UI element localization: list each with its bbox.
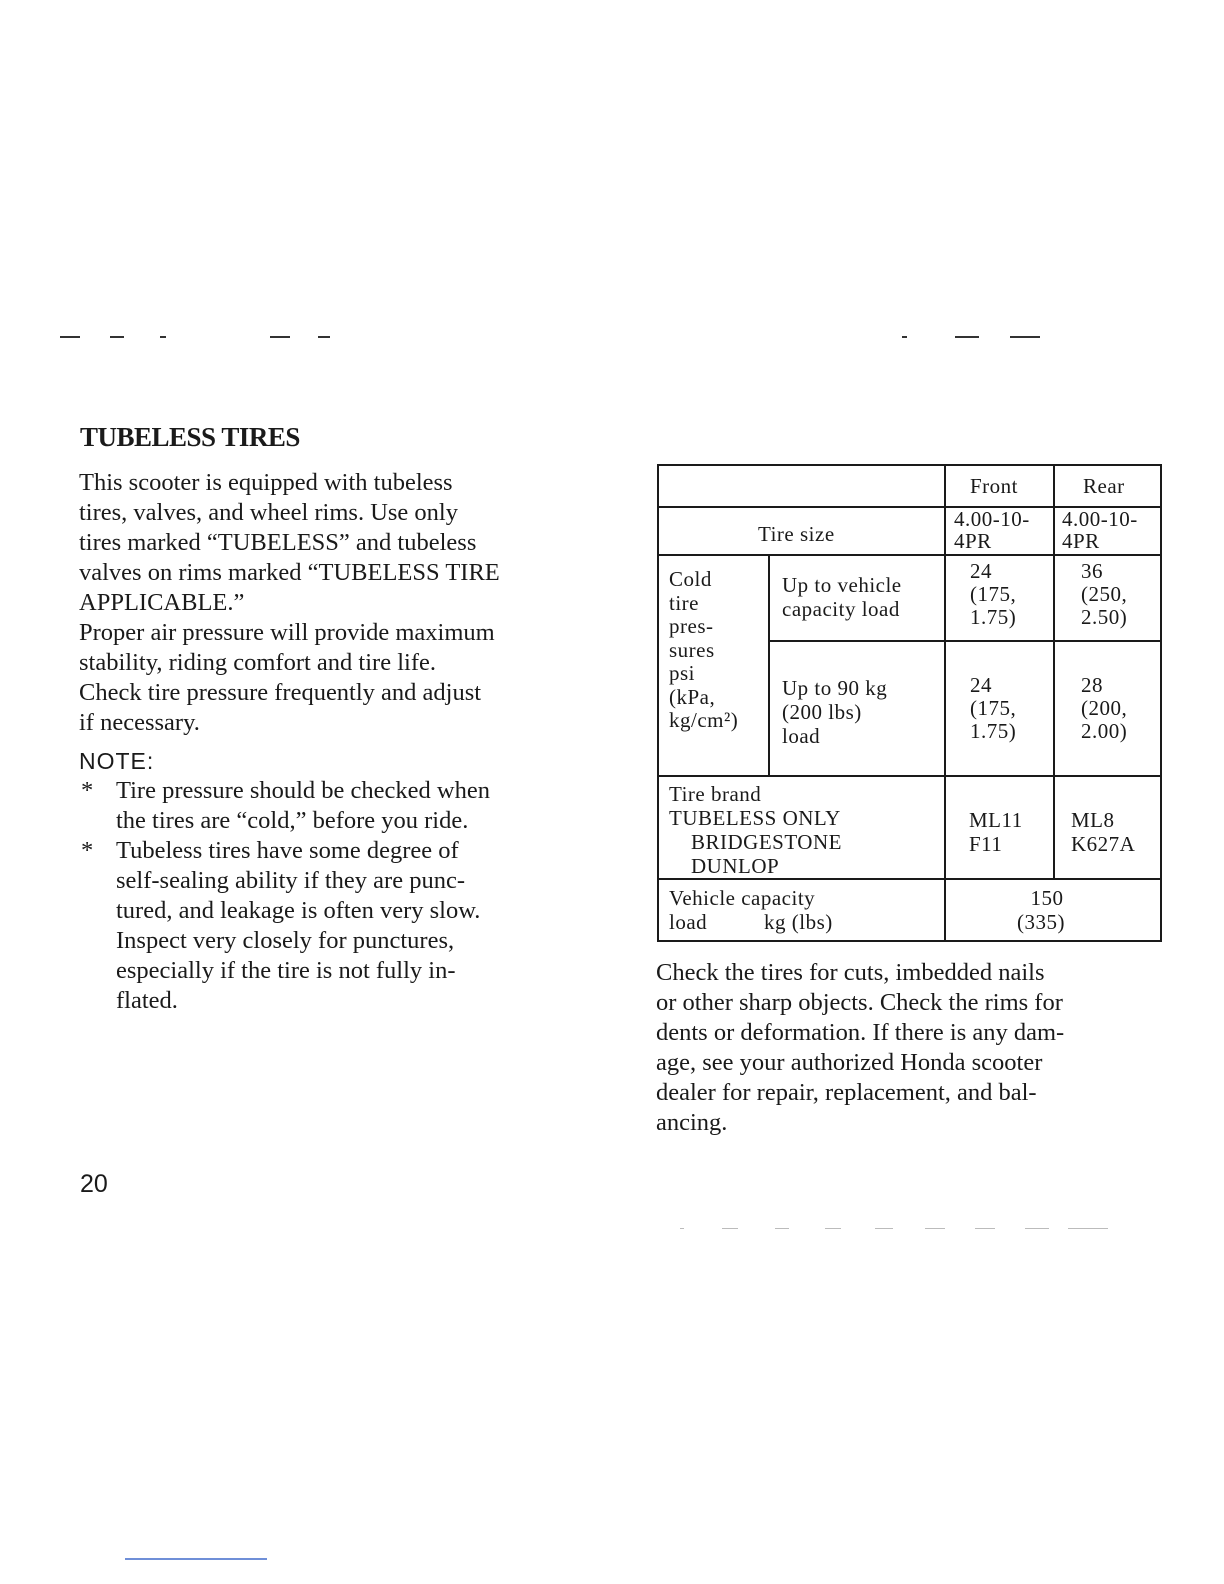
tire-size-front xyxy=(954,508,1030,552)
cell-line: BRIDGESTONE xyxy=(691,830,842,854)
cell-line: 24 xyxy=(970,673,992,697)
cell-line: (175, xyxy=(970,582,1017,606)
note-item xyxy=(79,776,584,836)
text-line: This scooter is equipped with tubeless xyxy=(79,469,453,496)
table-rule xyxy=(657,878,1162,880)
scan-dash xyxy=(955,336,979,338)
cell-line: kg/cm²) xyxy=(669,708,739,732)
cell-line: Up to 90 kg xyxy=(782,676,888,700)
scan-dash xyxy=(1068,1228,1108,1229)
cell-line: ML11 xyxy=(969,808,1023,832)
scan-dash xyxy=(160,336,166,338)
cell-line: 24 xyxy=(970,559,992,583)
cell-line: psi xyxy=(669,661,696,685)
cell-line: 36 xyxy=(1081,559,1103,583)
tire-size-rear xyxy=(1062,508,1138,552)
cell-line: tire xyxy=(669,590,699,615)
scan-dash xyxy=(902,336,907,338)
table-border xyxy=(657,940,1162,942)
cell-line: 150 xyxy=(1030,886,1064,910)
table-rule xyxy=(657,775,1162,777)
bottom-rule xyxy=(125,1558,267,1560)
cell-line: F11 xyxy=(969,832,1003,856)
text-line: or other sharp objects. Check the rims for xyxy=(656,989,1063,1016)
text-line: Tubeless tires have some degree of xyxy=(116,837,459,864)
row2-label xyxy=(782,676,887,748)
tire-brand-label xyxy=(669,782,841,830)
asterisk-bullet: * xyxy=(81,837,94,864)
scan-dash xyxy=(318,336,330,338)
cell-line: (250, xyxy=(1081,582,1128,606)
cell-line: Cold xyxy=(669,567,712,591)
cell-line: 2.00) xyxy=(1081,719,1128,743)
table-border xyxy=(657,464,659,942)
inspection-paragraph xyxy=(656,958,1162,1138)
cell-line: 4PR xyxy=(954,529,992,553)
table-border xyxy=(657,464,1162,466)
text-line: age, see your authorized Honda scooter xyxy=(656,1049,1043,1076)
column-header-front: Front xyxy=(970,474,1019,498)
note-label: NOTE: xyxy=(79,748,155,774)
cell-line: Tire brand xyxy=(669,782,762,806)
table-border xyxy=(1160,464,1162,942)
text-line: Proper air pressure will provide maximum xyxy=(79,619,495,646)
pressure-paragraph xyxy=(79,618,584,738)
table-rule xyxy=(1053,464,1055,880)
row2-front xyxy=(970,674,1016,743)
text-line: Check the tires for cuts, imbedded nails xyxy=(656,959,1045,986)
text-line: dealer for repair, replacement, and bal- xyxy=(656,1079,1037,1106)
cell-line: sures xyxy=(669,637,715,662)
cell-line: load xyxy=(669,910,708,934)
text-line: tires, valves, and wheel rims. Use only xyxy=(79,499,458,526)
scan-dash xyxy=(1010,336,1040,338)
cell-line: 4.00-10- xyxy=(1062,507,1138,531)
text-line: Inspect very closely for punctures, xyxy=(116,927,455,954)
scan-dash xyxy=(680,1228,684,1229)
cell-line: 4.00-10- xyxy=(954,507,1030,531)
text-line: the tires are “cold,” before you ride. xyxy=(116,807,469,834)
text-line: flated. xyxy=(116,987,178,1014)
capacity-unit: kg (lbs) xyxy=(764,910,833,934)
tire-spec-table xyxy=(657,464,1162,942)
intro-paragraph xyxy=(79,468,584,618)
cell-line: K627A xyxy=(1071,832,1136,856)
text-line: Tire pressure should be checked when xyxy=(116,777,490,804)
tire-brand-front xyxy=(969,808,1023,856)
table-rule xyxy=(657,554,1162,556)
text-line: valves on rims marked “TUBELESS TIRE xyxy=(79,559,500,586)
cell-line: Vehicle capacity xyxy=(669,886,816,910)
text-line: if necessary. xyxy=(79,709,200,736)
note-item xyxy=(79,836,584,1016)
scan-dash xyxy=(1025,1228,1049,1229)
table-rule xyxy=(768,554,770,776)
left-column xyxy=(79,468,584,1016)
cell-line: 4PR xyxy=(1062,529,1100,553)
text-line: tured, and leakage is often very slow. xyxy=(116,897,481,924)
row1-front xyxy=(970,560,1016,629)
scan-dash xyxy=(925,1228,945,1229)
tire-brand-rear xyxy=(1071,808,1135,856)
text-line: tires marked “TUBELESS” and tubeless xyxy=(79,529,477,556)
table-rule xyxy=(944,464,946,942)
scan-dash xyxy=(825,1228,841,1229)
cell-line: load xyxy=(782,724,821,748)
cell-line: DUNLOP xyxy=(691,854,780,878)
text-line: Check tire pressure frequently and adjust xyxy=(79,679,482,706)
text-line: stability, riding comfort and tire life. xyxy=(79,649,436,676)
text-line: APPLICABLE.” xyxy=(79,589,245,616)
cell-line: (335) xyxy=(1017,910,1065,934)
scan-dash xyxy=(975,1228,995,1229)
text-line: dents or deformation. If there is any dam- xyxy=(656,1019,1065,1046)
section-heading: TUBELESS TIRES xyxy=(80,422,300,452)
tire-brand-names xyxy=(691,830,842,878)
cell-line: 2.50) xyxy=(1081,605,1128,629)
cell-line: 1.75) xyxy=(970,605,1017,629)
cell-line: capacity load xyxy=(782,597,900,621)
scan-dash xyxy=(110,336,124,338)
cell-line: (200 lbs) xyxy=(782,700,862,724)
row2-rear xyxy=(1081,674,1127,743)
scan-dash xyxy=(775,1228,789,1229)
column-header-rear: Rear xyxy=(1083,474,1125,498)
cell-line: (175, xyxy=(970,696,1017,720)
scan-dash xyxy=(875,1228,893,1229)
row1-label xyxy=(782,573,902,621)
cell-line: ML8 xyxy=(1071,808,1115,832)
text-line: self-sealing ability if they are punc- xyxy=(116,867,465,894)
text-line: especially if the tire is not fully in- xyxy=(116,957,456,984)
scan-dash xyxy=(270,336,290,338)
cell-line: pres- xyxy=(669,614,714,638)
cell-line: 28 xyxy=(1081,673,1103,697)
cold-pressure-label xyxy=(669,568,738,733)
table-rule xyxy=(768,640,1162,642)
asterisk-bullet: * xyxy=(81,777,94,804)
cell-line: TUBELESS ONLY xyxy=(669,806,841,830)
cell-line: (200, xyxy=(1081,696,1128,720)
page-number: 20 xyxy=(80,1170,108,1198)
tire-size-label: Tire size xyxy=(758,522,835,546)
cell-line: 1.75) xyxy=(970,719,1017,743)
capacity-value xyxy=(1017,886,1065,934)
row1-rear xyxy=(1081,560,1127,629)
scan-dash xyxy=(722,1228,738,1229)
cell-line: (kPa, xyxy=(669,684,716,709)
text-line: ancing. xyxy=(656,1109,728,1136)
cell-line: Up to vehicle xyxy=(782,573,902,597)
scan-dash xyxy=(60,336,80,338)
